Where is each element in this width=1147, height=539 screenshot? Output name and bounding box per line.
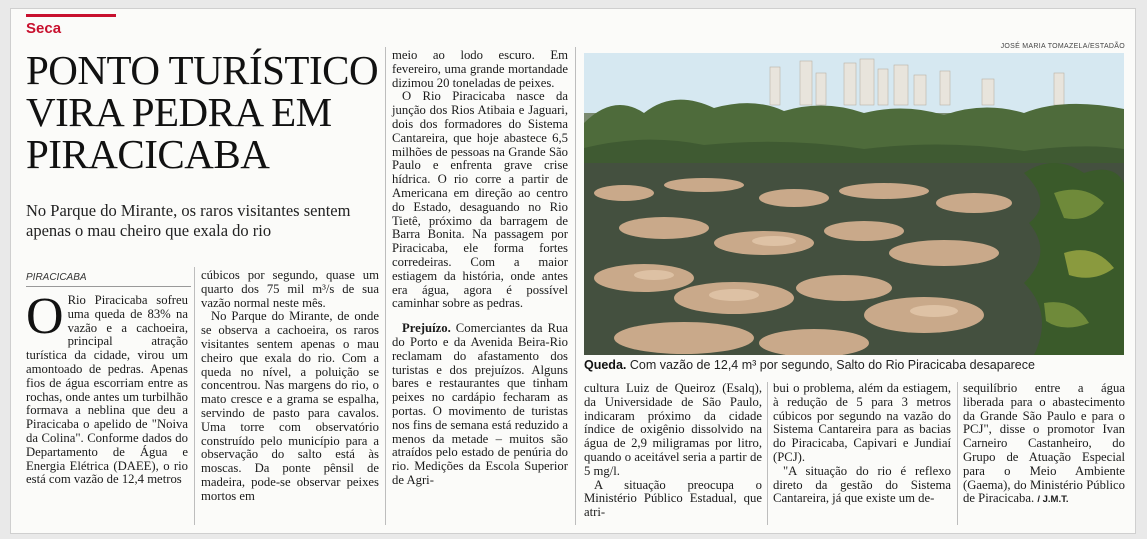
paragraph: No Parque do Mirante, de onde se observa a cachoeira, os raros visitantes sentem apenas o mau cheiro que exala do rio. Com a queda no nível, a poluição se concentrou. Nas margens do rio, o mato cresce e a grama se espalha, servindo de pasto para cavalos. Uma torre com observatório construído pelo município para a observação do salto está às moscas. Da ponte pênsil de madeira, pode-se observar peixes mortos em	[201, 309, 379, 503]
paragraph: cúbicos por segundo, quase um quarto dos 75 mil m³/s de sua vazão normal neste mês.	[201, 268, 379, 310]
column-divider	[194, 267, 195, 525]
section-label: Seca	[26, 20, 62, 37]
photo-caption: Queda. Com vazão de 12,4 m³ por segundo, Salto do Rio Piracicaba desaparece	[584, 358, 1035, 372]
article-column-3	[392, 49, 568, 488]
subheadline: No Parque do Mirante, os raros visitantes sentem apenas o mau cheiro que exala do rio	[26, 201, 351, 240]
paragraph: meio ao lodo escuro. Em fevereiro, uma grande mortandade dizimou 20 toneladas de peixes.	[392, 48, 568, 90]
headline	[26, 49, 381, 175]
paragraph: O Rio Piracicaba sofreu uma queda de 83% na vazão e a cachoeira, principal atração turística da cidade, virou um amontoado de pedras. Apenas fios de água escorriam entre as rochas, onde antes um turbilhão formava a neblina que deu a Piracicaba o apelido de "Noiva da Colina". Conforme dados do Departamento de Água e Energia Elétrica (DAEE), o rio está com vazão de 12,4 metros	[26, 288, 188, 487]
paragraph: cultura Luiz de Queiroz (Esalq), da Universidade de São Paulo, indicaram próximo da cidade índice de oxigênio dissolvido na água de 2,9 miligramas por litro, quando o aceitável seria a partir de 5 mg/l.	[584, 381, 762, 478]
drop-cap: O	[26, 288, 64, 345]
column-divider	[767, 382, 768, 525]
column-divider	[575, 47, 576, 525]
river-photo-illustration	[584, 53, 1124, 355]
paragraph: Prejuízo. Comerciantes da Rua do Porto e da Avenida Beira-Rio reclamam do afastamento dos turistas e dos prejuízos. Alguns bares e restaurantes que tinham peixes no cardápio fecharam as portas. O movimento de turistas nos fins de semana está reduzido a menos da metade – muitos são atraídos pelo estado de penúria do rio. Medições da Escola Superior de Agri-	[392, 321, 569, 487]
section-rule	[26, 14, 116, 17]
headline-line: PIRACICABA	[26, 131, 270, 177]
paragraph: A situação preocupa o Ministério Público Estadual, que atri-	[584, 477, 762, 520]
article-column-5	[773, 382, 951, 506]
headline-line: VIRA PEDRA EM	[26, 89, 332, 135]
river-photo	[584, 53, 1124, 355]
column-divider	[385, 47, 386, 525]
newspaper-page	[10, 8, 1136, 534]
paragraph: "A situação do rio é reflexo direto da gestão do Sistema Cantareira, já que existe um de-	[773, 463, 951, 506]
subsection-label: Prejuízo.	[402, 321, 451, 336]
paragraph: O Rio Piracicaba nasce da junção dos Rios Atibaia e Jaguari, dois dos formadores do Sistema Cantareira, que hoje abastece 6,5 milhões de pessoas na Grande São Paulo e enfrenta grave crise hídrica. O rio corre a partir de Americana em direção ao centro do Estado, desaguando no Rio Tietê, próximo da barragem de Barra Bonita. Na passagem por Piracicaba, ele forma fortes corredeiras. Com a maior estiagem da história, onde antes era água, agora é possível caminhar sobre as pedras.	[392, 89, 568, 311]
article-column-6	[963, 382, 1125, 507]
headline-line: PONTO TURÍSTICO	[26, 47, 379, 93]
author-signature: / J.M.T.	[1037, 494, 1069, 506]
column-divider	[957, 382, 958, 525]
dateline-location: PIRACICABA	[26, 272, 191, 287]
paragraph: sequilíbrio entre a água liberada para o abastecimento da Grande São Paulo e para o PCJ", disse o promotor Ivan Carneiro Castanheiro, do Grupo de Atuação Especial para o Meio Ambiente (Gaema), do Ministério Público de Piracicaba. / J.M.T.	[963, 381, 1125, 506]
paragraph: bui o problema, além da estiagem, à redução de 5 para 3 metros cúbicos por segundo na vazão do Sistema Cantareira para as bacias do Piracicaba, Capivari e Jundiaí (PCJ).	[773, 381, 951, 464]
photo-credit: JOSÉ MARIA TOMAZELA/ESTADÃO	[1000, 43, 1125, 50]
article-column-2	[201, 269, 379, 504]
article-column-1	[26, 288, 188, 487]
article-column-4	[584, 382, 762, 520]
caption-label: Queda.	[584, 358, 627, 372]
